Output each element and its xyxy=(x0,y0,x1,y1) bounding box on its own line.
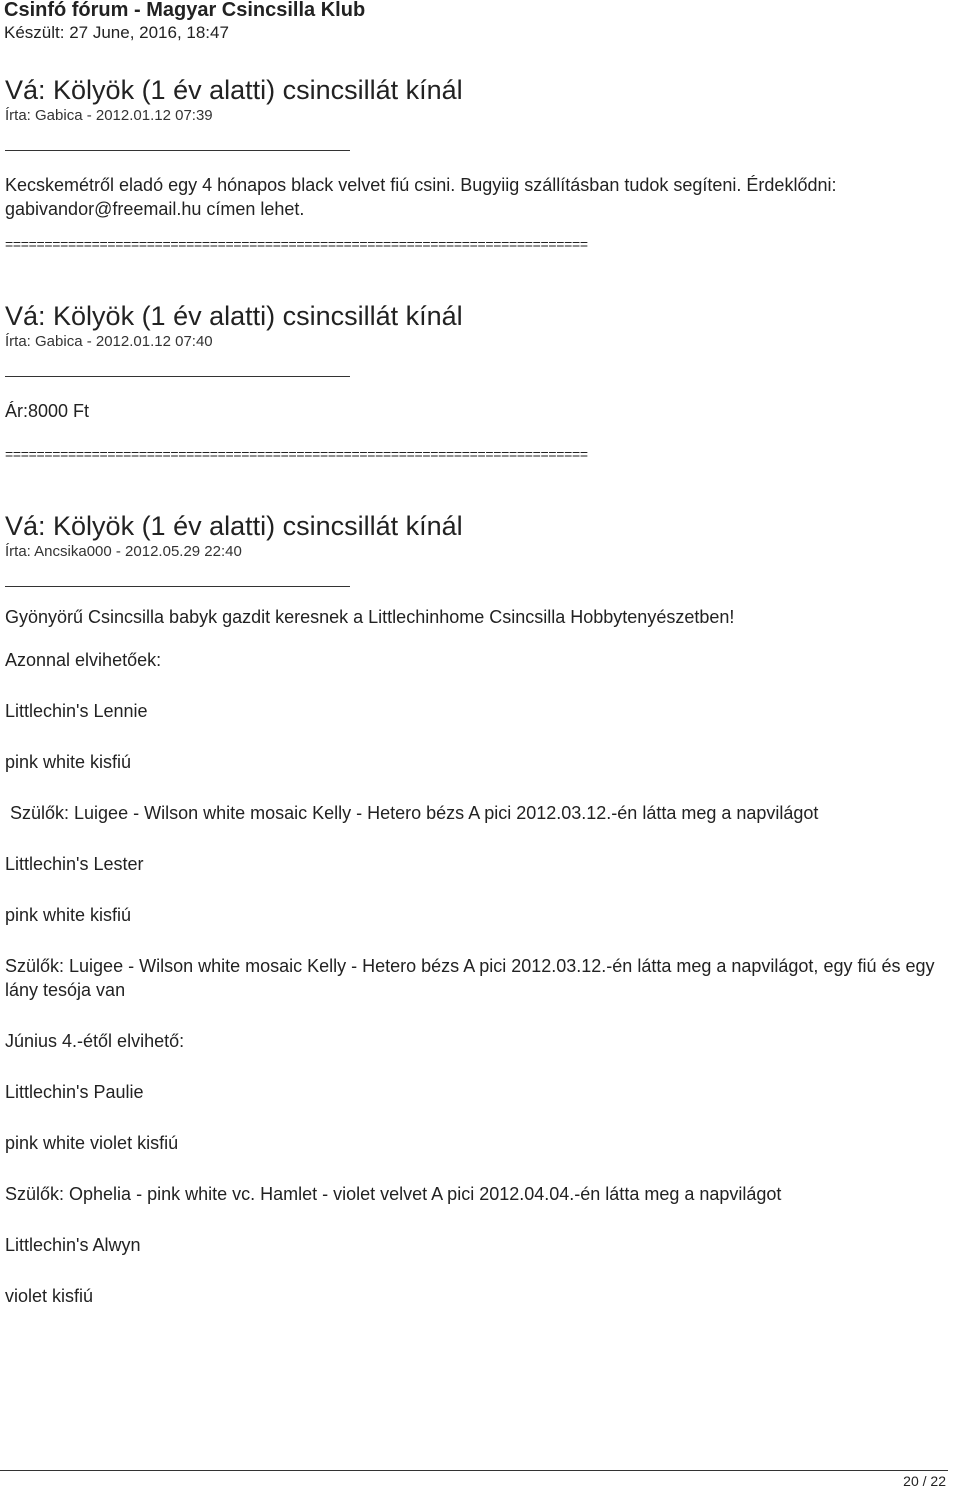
post-body xyxy=(5,399,955,423)
post-paragraph: Szülők: Ophelia - pink white vc. Hamlet - violet velvet A pici 2012.04.04.-én látta meg a napvilágot xyxy=(5,1184,782,1204)
site-title: Csinfó fórum - Magyar Csincsilla Klub xyxy=(4,0,366,21)
post-meta: Írta: Gabica - 2012.01.12 07:39 xyxy=(5,107,213,124)
post-paragraph: violet kisfiú xyxy=(5,1286,94,1306)
post-separator: ========================================================================== xyxy=(5,446,588,462)
post-paragraph: Szülők: Luigee - Wilson white mosaic Kelly - Hetero bézs A pici 2012.03.12.-én látta meg a napvilágot, egy fiú és egy lány tesója van xyxy=(5,956,935,1000)
forum-post xyxy=(5,74,955,253)
post-paragraph: Június 4.-étől elvihető: xyxy=(5,1031,185,1051)
post-paragraph: Ár:8000 Ft xyxy=(5,401,90,421)
post-paragraph: Littlechin's Alwyn xyxy=(5,1235,141,1255)
post-meta: Írta: Gabica - 2012.01.12 07:40 xyxy=(5,333,213,350)
forum-post xyxy=(5,510,955,1308)
post-body xyxy=(5,605,955,1308)
post-title: Vá: Kölyök (1 év alatti) csincsillát kínál xyxy=(5,75,463,105)
post-paragraph: Littlechin's Lennie xyxy=(5,701,148,721)
footer-divider xyxy=(0,1470,948,1471)
post-divider xyxy=(5,150,350,151)
page-number: 20 / 22 xyxy=(903,1473,946,1489)
post-paragraph: Littlechin's Lester xyxy=(5,854,144,874)
post-paragraph: Szülők: Luigee - Wilson white mosaic Kelly - Hetero bézs A pici 2012.03.12.-én látta meg a napvilágot xyxy=(5,803,819,823)
post-paragraph: Azonnal elvihetőek: xyxy=(5,650,162,670)
document-header xyxy=(4,0,365,44)
post-meta: Írta: Ancsika000 - 2012.05.29 22:40 xyxy=(5,543,242,560)
forum-post xyxy=(5,300,955,463)
export-date: Készült: 27 June, 2016, 18:47 xyxy=(4,23,229,42)
post-list xyxy=(5,74,955,1335)
post-divider xyxy=(5,376,350,377)
post-body xyxy=(5,173,955,221)
post-divider xyxy=(5,586,350,587)
post-paragraph: pink white violet kisfiú xyxy=(5,1133,179,1153)
post-paragraph: Littlechin's Paulie xyxy=(5,1082,144,1102)
post-paragraph: pink white kisfiú xyxy=(5,752,132,772)
post-paragraph: Kecskemétről eladó egy 4 hónapos black velvet fiú csini. Bugyiig szállításban tudok segíteni. Érdeklődni: gabivandor@freemail.hu címen lehet. xyxy=(5,175,837,219)
post-separator: ========================================================================== xyxy=(5,236,588,252)
post-paragraph: pink white kisfiú xyxy=(5,905,132,925)
post-title: Vá: Kölyök (1 év alatti) csincsillát kínál xyxy=(5,301,463,331)
post-paragraph: Gyönyörű Csincsilla babyk gazdit keresnek a Littlechinhome Csincsilla Hobbytenyészetben! xyxy=(5,607,735,627)
post-title: Vá: Kölyök (1 év alatti) csincsillát kínál xyxy=(5,511,463,541)
